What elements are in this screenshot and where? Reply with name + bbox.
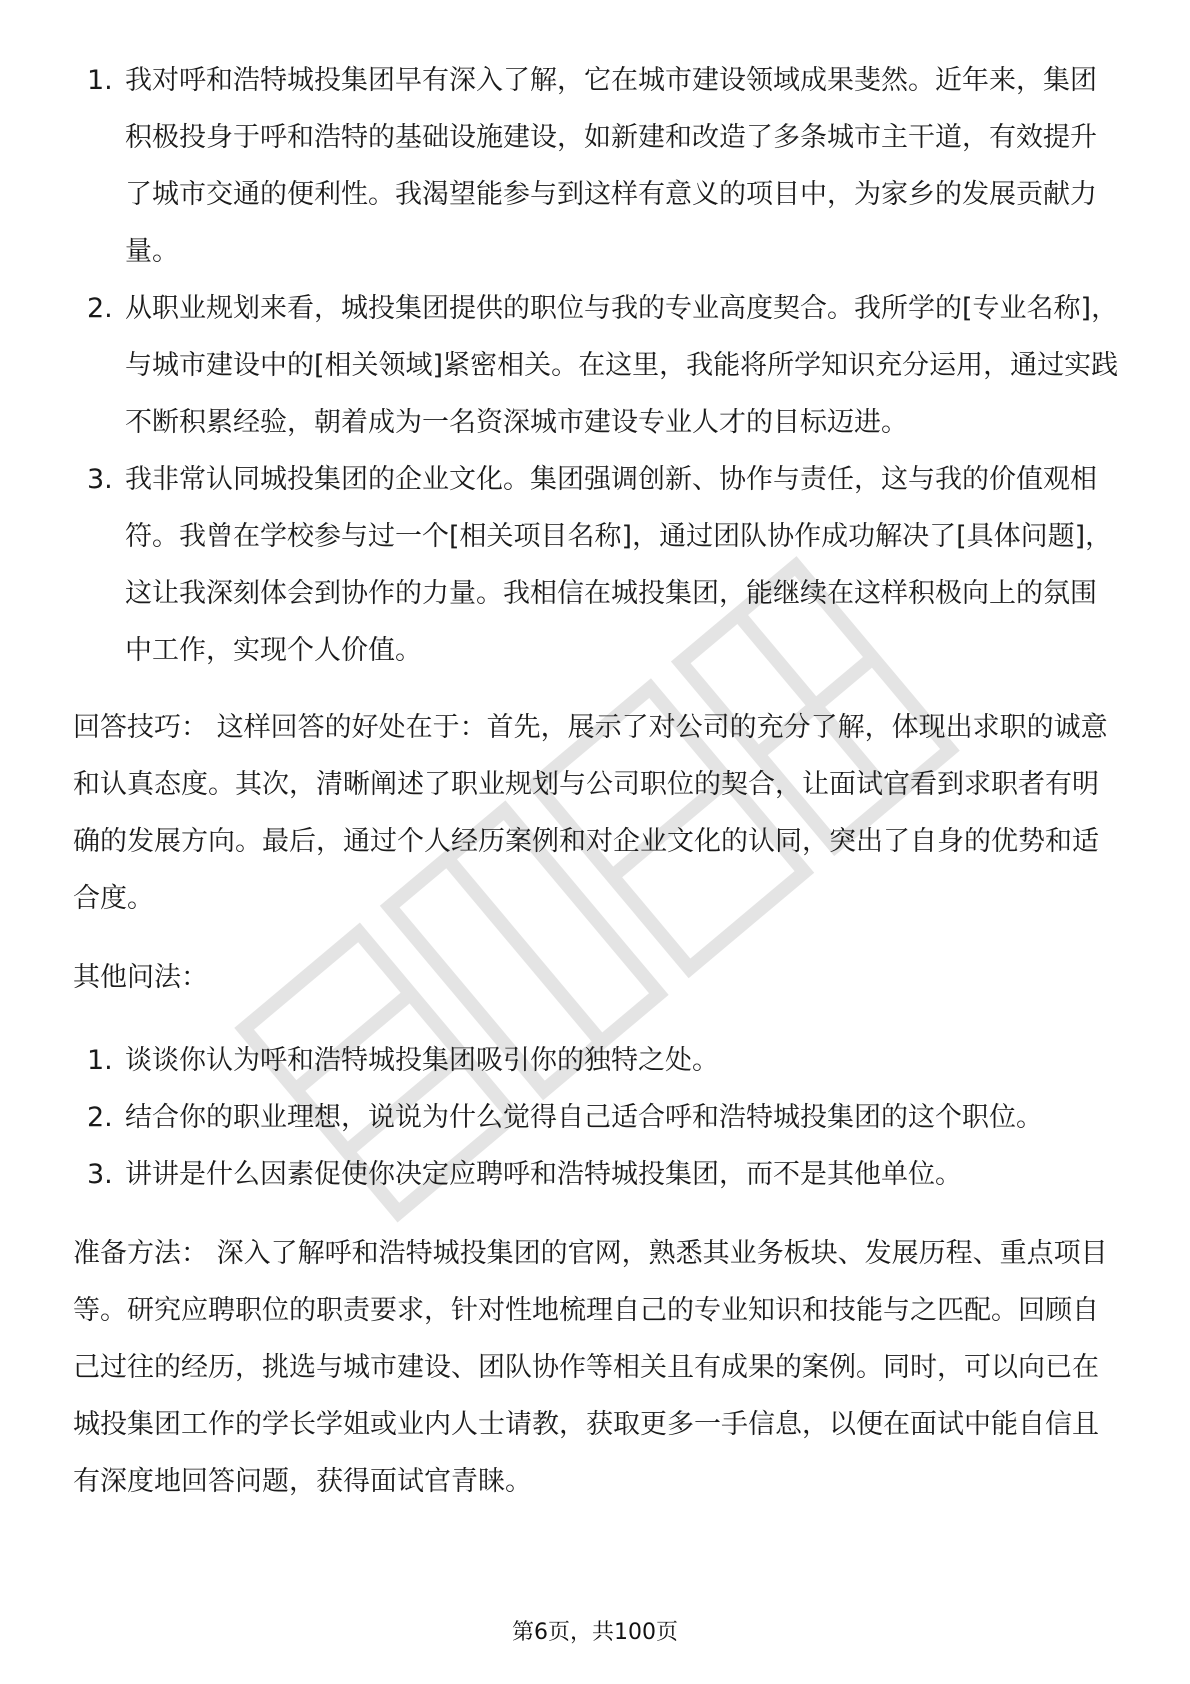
list-item-text: 我对呼和浩特城投集团早有深入了解，它在城市建设领域成果斐然。近年来，集团积极投身于呼和浩特的基础设施建设，如新建和改造了多条城市主干道，有效提升了城市交通的便利性。我渴望能参与到这样有意义的项目中，为家乡的发展贡献力量。 — [125, 65, 1097, 267]
prep-text: 深入了解呼和浩特城投集团的官网，熟悉其业务板块、发展历程、重点项目等。研究应聘职位的职责要求，针对性地梳理自己的专业知识和技能与之匹配。回顾自己过往的经历，挑选与城市建设、团队协作等相关且有成果的案例。同时，可以向已在城投集团工作的学长学姐或业内人士请教，获取更多一手信息，以便在面试中能自信且有深度地回答问题，获得面试官青睐。 — [73, 1238, 1108, 1497]
list-item — [73, 280, 1123, 451]
list-item-text: 结合你的职业理想，说说为什么觉得自己适合呼和浩特城投集团的这个职位。 — [125, 1102, 1043, 1133]
answer-list — [73, 52, 1123, 679]
list-item — [73, 1032, 1123, 1089]
list-item-text: 我非常认同城投集团的企业文化。集团强调创新、协作与责任，这与我的价值观相符。我曾在学校参与过一个[相关项目名称]，通过团队协作成功解决了[具体问题]，这让我深刻体会到协作的力量。我相信在城投集团，能继续在这样积极向上的氛围中工作，实现个人价值。 — [125, 464, 1113, 666]
page-footer: 第6页，共100页 — [512, 1620, 678, 1645]
tips-paragraph — [73, 699, 1123, 927]
list-item — [73, 451, 1123, 679]
list-number: 3. — [87, 1159, 113, 1190]
tips-text: 这样回答的好处在于：首先，展示了对公司的充分了解，体现出求职的诚意和认真态度。其次，清晰阐述了职业规划与公司职位的契合，让面试官看到求职者有明确的发展方向。最后，通过个人经历案例和对企业文化的认同，突出了自身的优势和适合度。 — [73, 712, 1108, 914]
prep-label: 准备方法： — [73, 1238, 208, 1269]
list-number: 3. — [87, 464, 113, 495]
list-item — [73, 52, 1123, 280]
list-number: 2. — [87, 1102, 113, 1133]
list-item-text: 讲讲是什么因素促使你决定应聘呼和浩特城投集团，而不是其他单位。 — [125, 1159, 962, 1190]
list-number: 1. — [87, 1045, 113, 1076]
list-number: 1. — [87, 65, 113, 96]
list-item — [73, 1146, 1123, 1203]
list-item — [73, 1089, 1123, 1146]
other-questions-heading: 其他问法： — [73, 962, 208, 993]
list-item-text: 从职业规划来看，城投集团提供的职位与我的专业高度契合。我所学的[专业名称]，与城市建设中的[相关领域]紧密相关。在这里，我能将所学知识充分运用，通过实践不断积累经验，朝着成为一名资深城市建设专业人才的目标迈进。 — [125, 293, 1119, 438]
list-item-text: 谈谈你认为呼和浩特城投集团吸引你的独特之处。 — [125, 1045, 719, 1076]
document-body — [73, 52, 1123, 1510]
other-questions-list — [73, 1032, 1123, 1203]
list-number: 2. — [87, 293, 113, 324]
tips-label: 回答技巧： — [73, 712, 208, 743]
prep-paragraph — [73, 1225, 1123, 1510]
